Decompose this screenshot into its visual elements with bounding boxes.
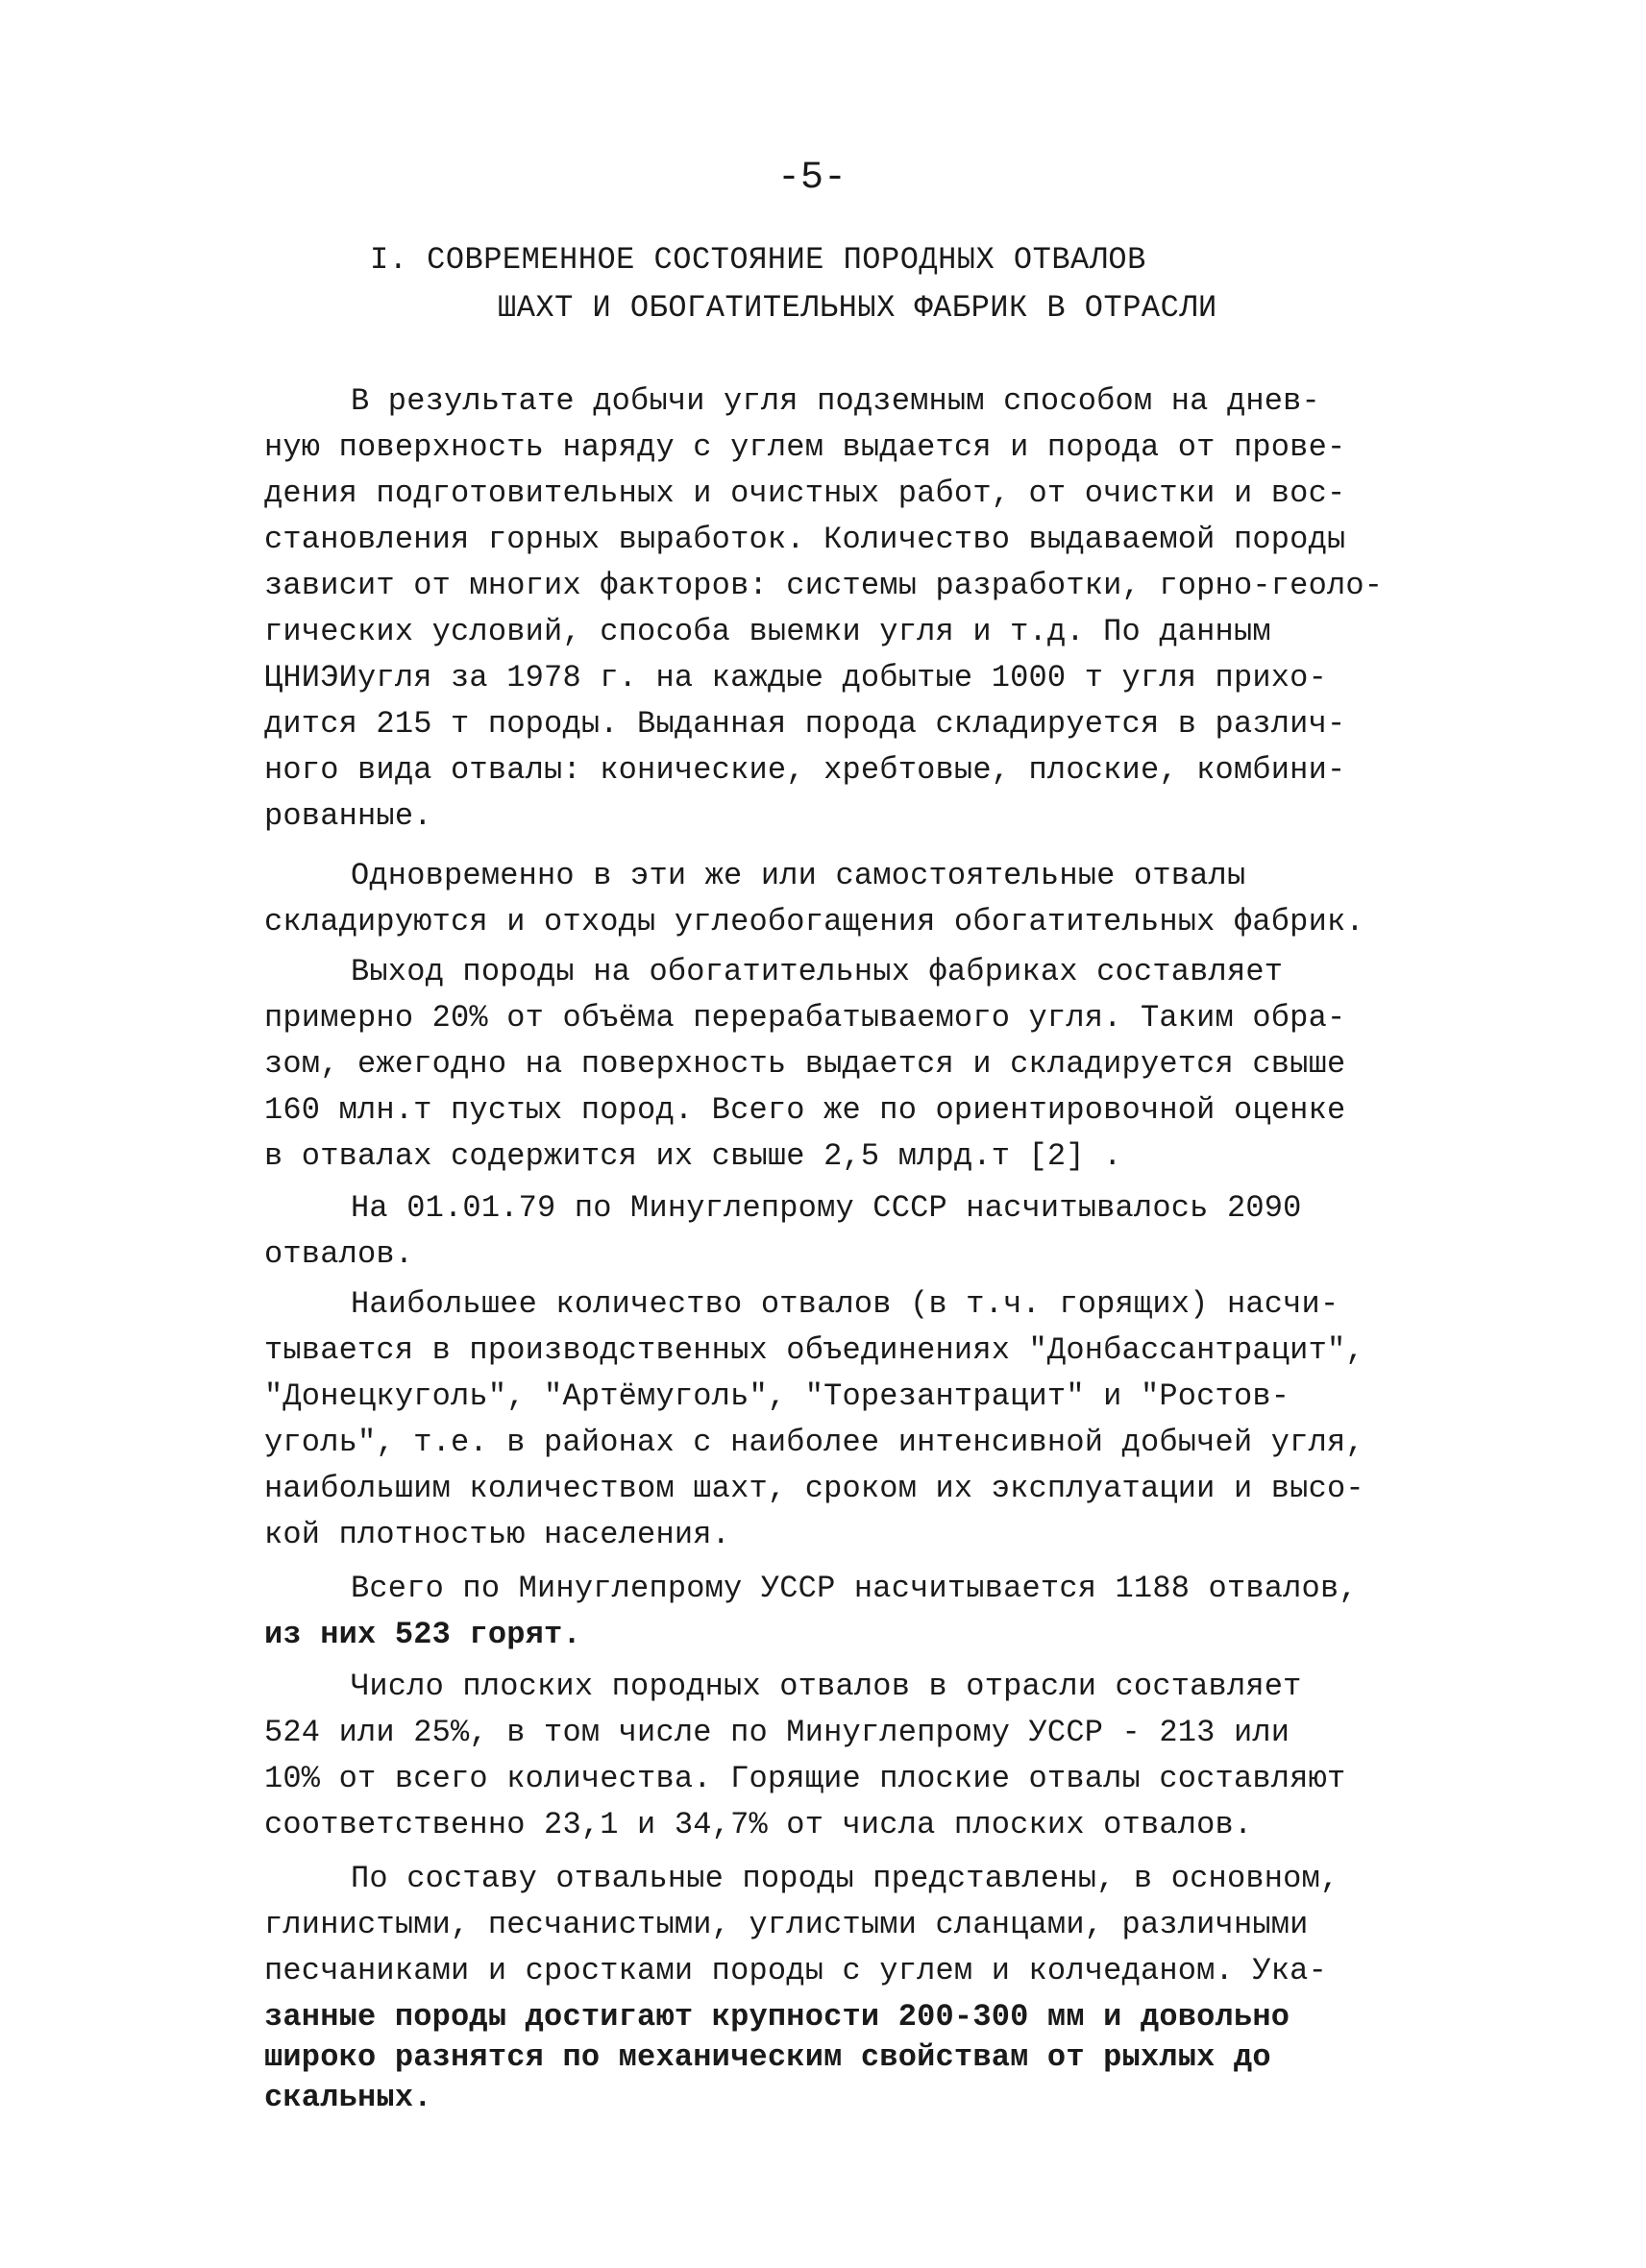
text-line: зависит от многих факторов: системы разработки, горно-геоло- [264, 568, 1384, 603]
text-line: Одновременно в эти же или самостоятельные отвалы [351, 858, 1246, 893]
text-line: Число плоских породных отвалов в отрасли составляет [351, 1669, 1302, 1704]
text-line: В результате добычи угля подземным способом на днев- [351, 383, 1320, 419]
text-line: скальных. [264, 2080, 432, 2115]
text-line: "Донецкуголь", "Артёмуголь", "Торезантрацит" и "Ростов- [264, 1378, 1290, 1414]
text-line: кой плотностью населения. [264, 1517, 731, 1552]
text-line: из них 523 горят. [264, 1617, 581, 1652]
text-line: отвалов. [264, 1236, 414, 1272]
section-heading-line-2: ШАХТ И ОБОГАТИТЕЛЬНЫХ ФАБРИК В ОТРАСЛИ [498, 290, 1217, 326]
page-number: -5- [776, 157, 847, 200]
text-line: 10% от всего количества. Горящие плоские отвалы составляют [264, 1761, 1346, 1796]
text-line: По составу отвальные породы представлены, в основном, [351, 1861, 1339, 1896]
text-line: зом, ежегодно на поверхность выдается и складируется свыше [264, 1046, 1346, 1082]
text-line: рованные. [264, 798, 432, 834]
text-line: Всего по Минуглепрому УССР насчитывается 1188 отвалов, [351, 1571, 1358, 1606]
text-line: ную поверхность наряду с углем выдается и порода от прове- [264, 429, 1346, 465]
text-line: песчаниками и сростками породы с углем и колчеданом. Ука- [264, 1953, 1327, 1988]
text-line: ЦНИЭИугля за 1978 г. на каждые добытые 1000 т угля прихо- [264, 660, 1327, 695]
text-line: занные породы достигают крупности 200-300 мм и довольно [264, 1999, 1290, 2035]
text-line: 524 или 25%, в том числе по Минуглепрому УССР - 213 или [264, 1715, 1290, 1750]
section-heading-line-1: I. СОВРЕМЕННОЕ СОСТОЯНИЕ ПОРОДНЫХ ОТВАЛОВ [370, 242, 1146, 278]
text-line: уголь", т.е. в районах с наиболее интенсивной добычей угля, [264, 1425, 1364, 1460]
text-line: Наибольшее количество отвалов (в т.ч. горящих) насчи- [351, 1286, 1339, 1322]
text-line: наибольшим количеством шахт, сроком их эксплуатации и высо- [264, 1471, 1364, 1506]
text-line: примерно 20% от объёма перерабатываемого угля. Таким обра- [264, 1000, 1346, 1036]
text-line: дится 215 т породы. Выданная порода складируется в различ- [264, 706, 1346, 742]
text-line: в отвалах содержится их свыше 2,5 млрд.т [2] . [264, 1138, 1122, 1174]
text-line: тывается в производственных объединениях "Донбассантрацит", [264, 1332, 1364, 1368]
text-line: На 01.01.79 по Минуглепрому СССР насчитывалось 2090 [351, 1190, 1302, 1226]
text-line: становления горных выработок. Количество выдаваемой породы [264, 522, 1346, 557]
text-line: соответственно 23,1 и 34,7% от числа плоских отвалов. [264, 1807, 1253, 1842]
text-line: широко разнятся по механическим свойствам от рыхлых до [264, 2039, 1271, 2075]
text-line: гических условий, способа выемки угля и т.д. По данным [264, 614, 1271, 649]
text-line: ного вида отвалы: конические, хребтовые, плоские, комбини- [264, 752, 1346, 788]
text-line: глинистыми, песчанистыми, углистыми сланцами, различными [264, 1907, 1309, 1942]
text-line: складируются и отходы углеобогащения обогатительных фабрик. [264, 904, 1364, 939]
text-line: Выход породы на обогатительных фабриках составляет [351, 954, 1284, 989]
text-line: 160 млн.т пустых пород. Всего же по ориентировочной оценке [264, 1092, 1346, 1128]
text-line: дения подготовительных и очистных работ, от очистки и вос- [264, 476, 1346, 511]
